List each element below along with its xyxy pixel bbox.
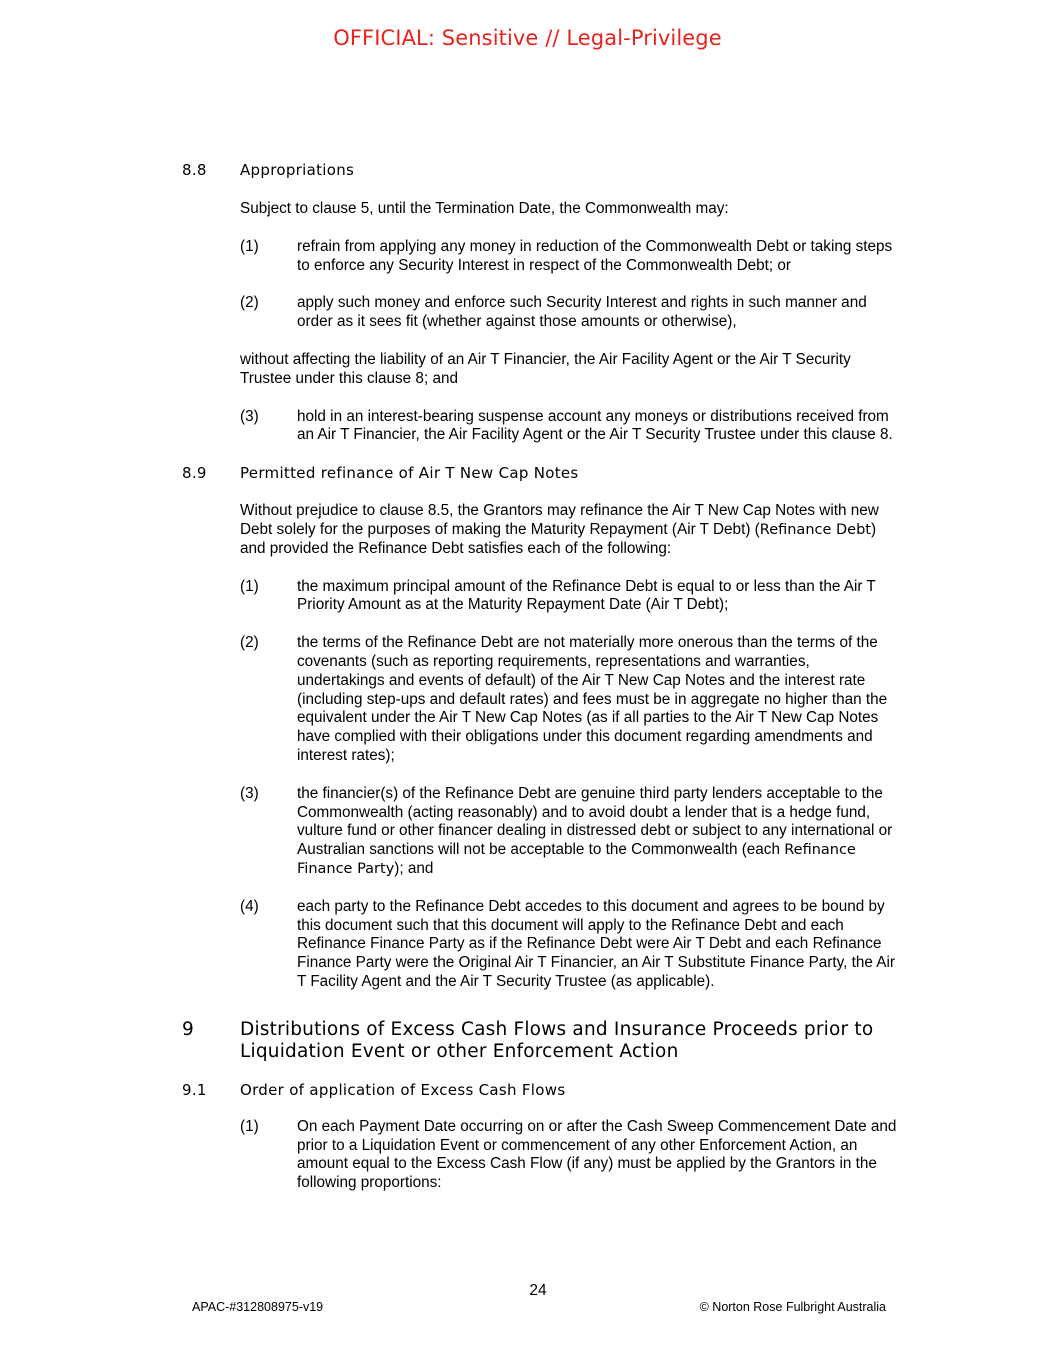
classification-banner: OFFICIAL: Sensitive // Legal-Privilege — [333, 26, 722, 50]
clause-number: 9 — [182, 1018, 194, 1040]
paragraph — [240, 502, 898, 558]
clause-number: 8.8 — [182, 161, 207, 179]
item-text: refrain from applying any money in reduction of the Commonwealth Debt or taking steps to enforce any Security Interest in respect of the Commonwealth Debt; or — [297, 237, 893, 274]
list-item — [240, 898, 898, 992]
defined-term: Refinance Debt — [759, 521, 871, 538]
item-text: each party to the Refinance Debt accedes to this document and agrees to be bound by this document such that this document will apply to the Refinance Debt and each Refinance Finance Party as if the Refinance Debt were Air T Debt and each Refinance Finance Party were the Original Air T Financier, an Air T Substitute Finance Party, the Air T Facility Agent and the Air T Security Trustee (as applicable). — [297, 897, 896, 990]
list-item — [240, 294, 898, 332]
list-item — [240, 634, 898, 766]
item-text: apply such money and enforce such Security Interest and rights in such manner and order as it sees fit (whether against those amounts or otherwise), — [297, 294, 867, 331]
heading-8-9 — [182, 463, 898, 483]
paragraph: Subject to clause 5, until the Termination Date, the Commonwealth may: — [240, 200, 729, 217]
list-item — [240, 408, 898, 446]
item-number: (1) — [240, 237, 259, 255]
heading-9 — [182, 1019, 898, 1063]
clause-title: Permitted refinance of Air T New Cap Notes — [240, 464, 579, 483]
paragraph: without affecting the liability of an Air T Financier, the Air Facility Agent or the Air T Security Trustee under this clause 8; and — [240, 350, 851, 387]
item-text-part: the financier(s) of the Refinance Debt are genuine third party lenders acceptable to the Commonwealth (acting reasonably) and to avoid doubt a lender that is a hedge fund, vulture fund or other financer dealing in distressed debt or subject to any international or Australian sanctions will not be acceptable to the Commonwealth (each — [297, 784, 893, 859]
list-item — [240, 238, 898, 276]
page-number: 24 — [529, 1282, 547, 1299]
item-text: On each Payment Date occurring on or after the Cash Sweep Commencement Date and prior to a Liquidation Event or commencement of any other Enforcement Action, an amount equal to the Excess Cash Flow (if any) must be applied by the Grantors in the following proportions: — [297, 1117, 897, 1192]
defined-term: Refinance Finance Party — [297, 842, 856, 877]
clause-number: 9.1 — [182, 1080, 207, 1099]
item-text: the maximum principal amount of the Refinance Debt is equal to or less than the Air T Priority Amount as at the Maturity Repayment Date (Air T Debt); — [297, 577, 876, 614]
item-number: (2) — [240, 294, 259, 312]
list-item — [240, 578, 898, 616]
document-reference: APAC-#312808975-v19 — [192, 1300, 324, 1314]
clause-title: Order of application of Excess Cash Flows — [240, 1080, 566, 1099]
document-body — [182, 160, 898, 1193]
list-item — [240, 785, 898, 879]
paragraph-text: ) and provided the Refinance Debt satisfies each of the following: — [240, 520, 877, 557]
copyright-notice: © Norton Rose Fulbright Australia — [699, 1300, 886, 1314]
heading-9-1 — [182, 1080, 898, 1100]
clause-title: Distributions of Excess Cash Flows and Insurance Proceeds prior to Liquidation Event or other Enforcement Action — [240, 1018, 874, 1062]
item-text: hold in an interest-bearing suspense account any moneys or distributions received from an Air T Financier, the Air Facility Agent or the Air T Security Trustee under this clause 8. — [297, 407, 893, 444]
list-item — [240, 1118, 898, 1193]
item-number: (3) — [240, 407, 259, 425]
item-number: (2) — [240, 634, 259, 652]
item-text — [297, 785, 898, 879]
item-text-part: ); and — [394, 859, 434, 877]
item-number: (1) — [240, 577, 259, 595]
clause-number: 8.9 — [182, 464, 207, 483]
item-number: (3) — [240, 784, 259, 802]
item-text: the terms of the Refinance Debt are not materially more onerous than the terms of the covenants (such as reporting requirements, representations and warranties, undertakings and events of default) of the Air T New Cap Notes and the interest rate (including step-ups and default rates) and fees must be in aggregate no higher than the equivalent under the Air T New Cap Notes (as if all parties to the Air T New Cap Notes have complied with their obligations under this document regarding amendments and interest rates); — [297, 634, 888, 764]
item-number: (1) — [240, 1117, 259, 1135]
heading-8-8 — [182, 160, 898, 180]
item-number: (4) — [240, 897, 259, 915]
paragraph-text: Without prejudice to clause 8.5, the Grantors may refinance the Air T New Cap Notes with new Debt solely for the purposes of making the Maturity Repayment (Air T Debt) ( — [240, 502, 879, 538]
clause-title: Appropriations — [240, 161, 355, 179]
